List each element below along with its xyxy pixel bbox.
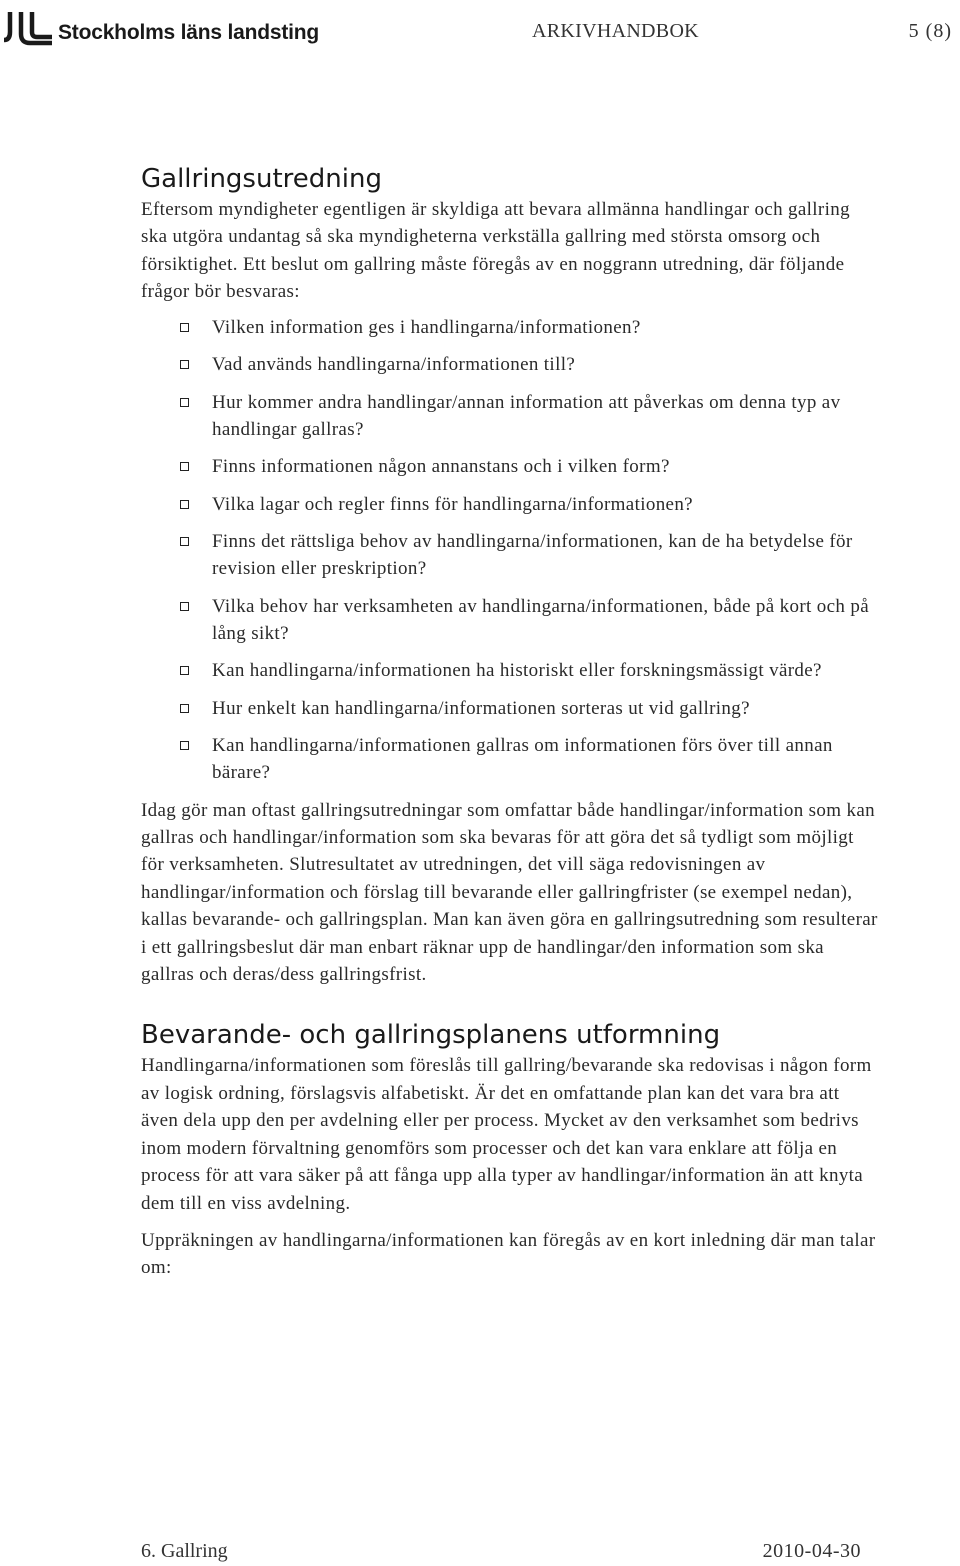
question-item: [141, 491, 881, 518]
checkbox-bullet-icon: [180, 462, 189, 471]
checkbox-bullet-icon: [180, 666, 189, 675]
question-item: [141, 657, 881, 684]
question-text: Vilken information ges i handlingarna/informationen?: [212, 316, 641, 338]
page-content: [141, 162, 881, 1282]
question-list: [141, 314, 881, 787]
question-text: Hur enkelt kan handlingarna/informationen sorteras ut vid gallring?: [212, 697, 750, 719]
enumeration-paragraph: Uppräkningen av handlingarna/informationen kan föregås av en kort inledning där man talar om:: [141, 1229, 876, 1279]
document-title: ARKIVHANDBOK: [532, 20, 699, 42]
checkbox-bullet-icon: [180, 360, 189, 369]
question-item: [141, 351, 881, 378]
heading-bevarandeplan: Bevarande- och gallringsplanens utformning: [141, 1020, 721, 1051]
question-item: [141, 314, 881, 341]
checkbox-bullet-icon: [180, 500, 189, 509]
question-text: Vilka lagar och regler finns för handlingarna/informationen?: [212, 493, 693, 515]
question-item: [141, 593, 881, 647]
question-item: [141, 389, 881, 443]
question-text: Vad används handlingarna/informationen till?: [212, 354, 576, 376]
logo-text: Stockholms läns landsting: [58, 21, 320, 44]
question-text: Hur kommer andra handlingar/annan information att påverkas om denna typ av handlingar gallras?: [212, 391, 841, 440]
footer-date: 2010-04-30: [762, 1540, 861, 1562]
question-text: Kan handlingarna/informationen ha historiskt eller forskningsmässigt värde?: [212, 660, 822, 682]
sll-logo-icon: [4, 12, 52, 46]
sll-logo: [4, 12, 319, 46]
question-item: [141, 732, 881, 786]
page-number: 5 (8): [908, 20, 952, 42]
footer-chapter: 6. Gallring: [141, 1540, 228, 1562]
intro-paragraph: Eftersom myndigheter egentligen är skyldiga att bevara allmänna handlingar och gallring ska utgöra undantag så ska myndigheterna verkställa gallring med största omsorg och försiktighet. Ett beslut om gallring måste föregås av en noggrann utredning, där följande frågor bör besvaras:: [141, 199, 850, 303]
question-item: [141, 695, 881, 722]
question-text: Vilka behov har verksamheten av handlingarna/informationen, både på kort och på lång sikt?: [212, 595, 869, 644]
question-item: [141, 528, 881, 582]
summary-paragraph: Idag gör man oftast gallringsutredningar som omfattar både handlingar/information som kan gallras och handlingar/information som ska bevaras för att göra det så tydligt som möjligt för verksamheten. Slutresultatet av utredningen, det vill säga redovisningen av handlingar/information och förslag till bevarande eller gallringfrister (se exempel nedan), kallas bevarande- och gallringsplan. Man kan även göra en gallringsutredning som resulterar i ett gallringsbeslut där man enbart räknar upp de handlingar/den information som ska gallras och deras/dess gallringsfrist.: [141, 799, 878, 986]
checkbox-bullet-icon: [180, 323, 189, 332]
question-text: Finns det rättsliga behov av handlingarna/informationen, kan de ha betydelse för revision eller preskription?: [212, 531, 853, 580]
checkbox-bullet-icon: [180, 704, 189, 713]
checkbox-bullet-icon: [180, 398, 189, 407]
question-item: [141, 453, 881, 480]
checkbox-bullet-icon: [180, 537, 189, 546]
page-header: [0, 0, 960, 60]
plan-paragraph: Handlingarna/informationen som föreslås till gallring/bevarande ska redovisas i någon form av logisk ordning, förslagsvis alfabetiskt. Är det en omfattande plan kan det vara bra att även dela upp den per avdelning eller per process. Mycket av den verksamhet som bedrivs inom modern förvaltning genomförs som processer och det kan vara enklare att följa en process för att vara säker på att fånga upp alla typer av handlingar/information än att knyta dem till en viss avdelning.: [141, 1055, 872, 1214]
question-text: Finns informationen någon annanstans och i vilken form?: [212, 456, 670, 478]
heading-gallringsutredning: Gallringsutredning: [141, 164, 382, 194]
checkbox-bullet-icon: [180, 741, 189, 750]
question-text: Kan handlingarna/informationen gallras om informationen förs över till annan bärare?: [212, 735, 833, 784]
checkbox-bullet-icon: [180, 602, 189, 611]
